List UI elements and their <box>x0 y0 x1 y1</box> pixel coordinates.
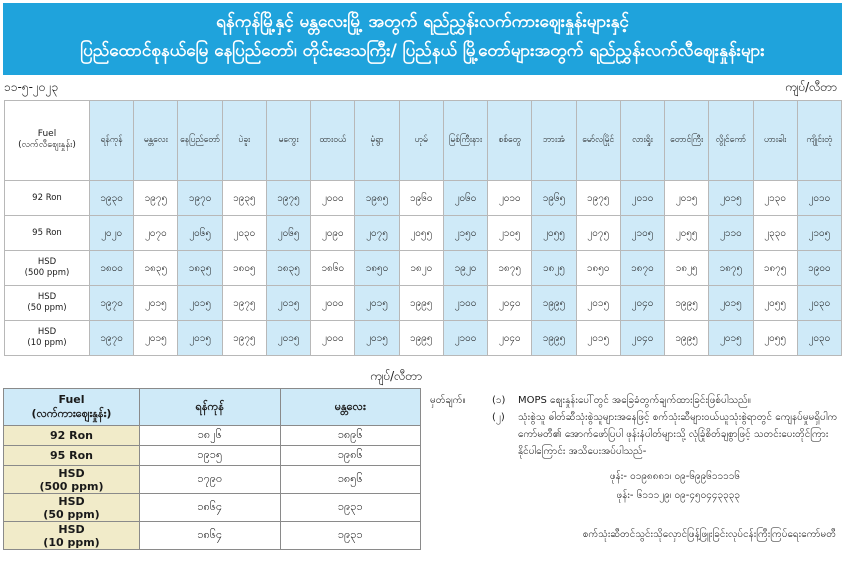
retail-price-cell: ၂၀၄၀ <box>620 321 664 356</box>
wholesale-fuel-cell: 92 Ron <box>4 426 140 446</box>
retail-price-cell: ၁၈၂၀ <box>399 251 443 286</box>
retail-price-cell: ၁၉၇၅ <box>134 181 178 216</box>
retail-price-cell: ၂၁၀၅ <box>488 216 532 251</box>
retail-price-cell: ၁၉၇၅ <box>576 181 620 216</box>
retail-price-cell: ၂၀၇၅ <box>355 216 399 251</box>
retail-price-cell: ၁၉၉၅ <box>399 321 443 356</box>
retail-city-header: ရန်ကုန် <box>90 101 134 181</box>
retail-price-cell: ၁၉၇၀ <box>178 181 222 216</box>
phone-line-1: ဖုန်း- ၀၁၉၈၈၈၁၊ ၀၉-၆၉၉၆၁၁၁၁၆ <box>609 471 740 482</box>
wholesale-fuel-cell: HSD (50 ppm) <box>4 494 140 522</box>
note-1: MOPS ဈေးနှုန်းပေါ်တွင် အခြေခံတွက်ချက်ထားခြင်းဖြစ်ပါသည်။ <box>518 395 751 406</box>
unit-label-wholesale: ကျပ်/လီတာ <box>370 369 423 383</box>
retail-price-cell: ၁၉၂၀ <box>443 251 487 286</box>
retail-price-cell: ၁၉၉၅ <box>665 321 709 356</box>
retail-price-cell: ၂၀၅၅ <box>753 286 797 321</box>
retail-price-cell: ၁၉၇၅ <box>222 321 266 356</box>
retail-city-header: မြစ်ကြီးနား <box>443 101 487 181</box>
wholesale-price-cell: ၁၈၉၆ <box>280 426 421 446</box>
retail-price-cell: ၁၈၇၅ <box>488 251 532 286</box>
retail-price-cell: ၂၀၆၅ <box>178 216 222 251</box>
title-banner <box>3 3 842 75</box>
committee-signature: စက်သုံးဆီတင်သွင်းသိုလှောင်ဖြန့်ဖြူးခြင်းလုပ်ငန်းကြီးကြပ်ရေးကော်မတီ <box>582 529 836 540</box>
retail-price-cell: ၂၀၅၅ <box>532 216 576 251</box>
retail-price-cell: ၁၉၉၅ <box>532 321 576 356</box>
retail-price-cell: ၂၁၃၀ <box>753 181 797 216</box>
retail-city-header: လွိုင်ကော် <box>709 101 753 181</box>
wholesale-price-table <box>3 388 421 550</box>
retail-price-cell: ၂၁၀၀ <box>443 321 487 356</box>
retail-price-cell: ၁၈၃၅ <box>134 251 178 286</box>
wholesale-row <box>4 522 421 550</box>
retail-price-cell: ၁၈၃၅ <box>178 251 222 286</box>
retail-price-cell: ၂၀၁၀ <box>797 181 841 216</box>
retail-price-cell: ၂၀၁၅ <box>576 321 620 356</box>
wholesale-row <box>4 466 421 494</box>
retail-price-cell: ၂၀၄၀ <box>488 321 532 356</box>
retail-price-cell: ၂၀၇၀ <box>134 216 178 251</box>
unit-label-top: ကျပ်/လီတာ <box>784 80 837 94</box>
retail-price-cell: ၁၉၇၅ <box>222 286 266 321</box>
retail-city-header: နေပြည်တော် <box>178 101 222 181</box>
wholesale-fuel-cell: HSD (10 ppm) <box>4 522 140 550</box>
retail-city-header: တောင်ကြီး <box>665 101 709 181</box>
retail-price-cell: ၂၀၁၀ <box>620 181 664 216</box>
retail-price-cell: ၁၈၀၅ <box>222 251 266 286</box>
wholesale-price-cell: ၁၉၁၅ <box>140 446 281 466</box>
retail-price-table <box>4 100 842 356</box>
retail-price-cell: ၁၈၅၀ <box>355 251 399 286</box>
retail-price-cell: ၂၀၁၅ <box>134 321 178 356</box>
retail-price-cell: ၂၀၁၅ <box>709 321 753 356</box>
retail-price-cell: ၁၉၆၀ <box>399 181 443 216</box>
retail-price-cell: ၁၈၅၀ <box>576 251 620 286</box>
retail-price-cell: ၂၀၀၀ <box>311 181 355 216</box>
retail-price-cell: ၁၉၇၅ <box>266 181 310 216</box>
retail-price-cell: ၂၀၄၀ <box>620 286 664 321</box>
retail-city-header: စစ်တွေ <box>488 101 532 181</box>
retail-price-cell: ၁၈၇၅ <box>709 251 753 286</box>
retail-price-cell: ၁၈၆၀ <box>311 251 355 286</box>
wholesale-price-cell: ၁၈၆၄ <box>140 522 281 550</box>
retail-price-cell: ၂၀၁၅ <box>178 286 222 321</box>
retail-row <box>5 321 842 356</box>
wholesale-price-cell: ၁၉၃၁ <box>280 522 421 550</box>
retail-city-header: မန္တလေး <box>134 101 178 181</box>
notes-label: မှတ်ချက်။ <box>430 395 466 406</box>
retail-price-cell: ၂၁၀၅ <box>620 216 664 251</box>
retail-price-cell: ၂၁၀၅ <box>797 216 841 251</box>
retail-city-header: ကျိုင်းတုံ <box>797 101 841 181</box>
note-2-line-2: ကော်မတီ၏ အောက်ဖော်ပြပါ ဖုန်းနံပါတ်များသို့ လုံခြုံစိတ်ချစွာဖြင့် သတင်းပေးတိုင်ကြား <box>518 429 829 440</box>
retail-price-cell: ၂၀၃၀ <box>222 216 266 251</box>
phone-line-2: ဖုန်း- ၆၁၁၁၂၉၊ ၀၉-၄၅၀၄၄၃၃၃၃ <box>616 490 740 501</box>
retail-city-header: မော်လမြိုင် <box>576 101 620 181</box>
retail-price-cell: ၂၀၀၀ <box>311 321 355 356</box>
retail-city-header: ထားဝယ် <box>311 101 355 181</box>
note-number: (၁) <box>492 395 506 406</box>
retail-price-cell: ၂၃၃၀ <box>753 216 797 251</box>
retail-price-cell: ၂၀၁၅ <box>355 286 399 321</box>
retail-city-header: ဟုမ် <box>399 101 443 181</box>
retail-city-header: မုံရွာ <box>355 101 399 181</box>
retail-price-cell: ၂၀၅၅ <box>665 216 709 251</box>
retail-price-cell: ၂၀၆၅ <box>266 216 310 251</box>
retail-fuel-cell: HSD (10 ppm) <box>5 321 90 356</box>
notes-section <box>430 392 840 543</box>
retail-price-cell: ၁၉၇၀ <box>90 286 134 321</box>
retail-price-cell: ၂၀၁၅ <box>709 181 753 216</box>
title-line-2: ပြည်ထောင်စုနယ်မြေ နေပြည်တော်၊ တိုင်းဒေသကြီး/ ပြည်နယ် မြို့တော်များအတွက် ရည်ညွှန်းလက်လီဈေးနှုန်းများ <box>80 41 765 61</box>
wholesale-header-row <box>4 389 421 426</box>
wholesale-row <box>4 494 421 522</box>
retail-city-header: ဟားခါး <box>753 101 797 181</box>
retail-price-cell: ၂၀၁၅ <box>178 321 222 356</box>
wholesale-row <box>4 446 421 466</box>
retail-price-cell: ၂၀၁၅ <box>665 181 709 216</box>
wholesale-fuel-cell: HSD (500 ppm) <box>4 466 140 494</box>
note-2-line-3: နိုင်ပါကြောင်း အသိပေးအပ်ပါသည်- <box>518 446 647 457</box>
retail-price-cell: ၁၈၇၅ <box>753 251 797 286</box>
retail-price-cell: ၁၉၉၅ <box>665 286 709 321</box>
retail-price-cell: ၂၀၃၀ <box>797 286 841 321</box>
retail-price-cell: ၁၉၉၅ <box>399 286 443 321</box>
retail-price-cell: ၂၀၇၅ <box>576 216 620 251</box>
note-number: (၂) <box>492 412 505 423</box>
retail-price-cell: ၁၈၂၅ <box>532 251 576 286</box>
retail-price-cell: ၁၉၈၅ <box>355 181 399 216</box>
date-label: ၁၁-၅-၂၀၂၃ <box>4 80 59 94</box>
retail-price-cell: ၂၀၅၅ <box>399 216 443 251</box>
retail-fuel-cell: HSD (500 ppm) <box>5 251 90 286</box>
wholesale-price-cell: ၁၇၉၀ <box>140 466 281 494</box>
wholesale-city-header: မန္တလေး <box>280 389 421 426</box>
retail-price-cell: ၂၀၁၀ <box>488 181 532 216</box>
retail-price-cell: ၂၀၀၀ <box>311 286 355 321</box>
wholesale-price-cell: ၁၈၅၆ <box>280 466 421 494</box>
retail-fuel-cell: HSD (50 ppm) <box>5 286 90 321</box>
retail-price-cell: ၁၈၇၀ <box>620 251 664 286</box>
retail-price-cell: ၂၀၂၀ <box>90 216 134 251</box>
retail-price-cell: ၁၈၀၀ <box>90 251 134 286</box>
retail-price-cell: ၁၈၃၅ <box>266 251 310 286</box>
wholesale-city-header: ရန်ကုန် <box>140 389 281 426</box>
retail-price-cell: ၂၀၆၀ <box>443 181 487 216</box>
retail-price-cell: ၂၀၃၀ <box>797 321 841 356</box>
wholesale-row <box>4 426 421 446</box>
wholesale-fuel-cell: 95 Ron <box>4 446 140 466</box>
retail-fuel-cell: 95 Ron <box>5 216 90 251</box>
retail-price-cell: ၂၀၄၀ <box>488 286 532 321</box>
retail-price-cell: ၂၀၁၅ <box>134 286 178 321</box>
retail-price-cell: ၂၀၁၅ <box>709 286 753 321</box>
retail-price-cell: ၂၀၁၅ <box>266 286 310 321</box>
retail-fuel-cell: 92 Ron <box>5 181 90 216</box>
retail-row <box>5 181 842 216</box>
retail-city-header: လားရှိုး <box>620 101 664 181</box>
retail-price-cell: ၂၁၀၀ <box>443 286 487 321</box>
retail-price-cell: ၂၀၁၅ <box>355 321 399 356</box>
wholesale-fuel-header: Fuel (လက်ကားဈေးနှုန်း) <box>4 389 140 426</box>
retail-price-cell: ၂၀၉၀ <box>311 216 355 251</box>
retail-city-header: မကွေး <box>266 101 310 181</box>
retail-price-cell: ၂၀၁၅ <box>266 321 310 356</box>
retail-row <box>5 216 842 251</box>
retail-price-cell: ၂၁၅၀ <box>443 216 487 251</box>
retail-city-header: ပဲခူး <box>222 101 266 181</box>
retail-price-cell: ၂၁၁၀ <box>709 216 753 251</box>
retail-price-cell: ၁၈၂၅ <box>665 251 709 286</box>
retail-price-cell: ၁၉၆၅ <box>532 181 576 216</box>
retail-row <box>5 251 842 286</box>
wholesale-price-cell: ၁၉၈၆ <box>280 446 421 466</box>
retail-city-header: ဘားအံ <box>532 101 576 181</box>
wholesale-price-cell: ၁၈၂၆ <box>140 426 281 446</box>
retail-fuel-header: Fuel (လက်လီဈေးနှုန်း) <box>5 101 90 181</box>
retail-price-cell: ၂၀၁၅ <box>576 286 620 321</box>
wholesale-price-cell: ၁၈၆၄ <box>140 494 281 522</box>
retail-price-cell: ၁၉၃၅ <box>222 181 266 216</box>
retail-price-cell: ၁၉၀၀ <box>797 251 841 286</box>
note-2-line-1: သုံးစွဲသူ ဓါတ်ဆီသုံးစွဲသူများအနေဖြင့် စက်သုံးဆီများဝယ်ယူသုံးစွဲရာတွင် ကျေနပ်မှုမရှိပါက <box>518 412 838 423</box>
title-line-1: ရန်ကုန်မြို့နှင့် မန္တလေးမြို့ အတွက် ရည်ညွှန်းလက်ကားဈေးနှုန်းများနှင့် <box>216 12 629 32</box>
retail-price-cell: ၁၉၃၀ <box>90 181 134 216</box>
retail-price-cell: ၁၉၉၅ <box>532 286 576 321</box>
retail-price-cell: ၂၀၅၅ <box>753 321 797 356</box>
wholesale-price-cell: ၁၉၃၁ <box>280 494 421 522</box>
retail-row <box>5 286 842 321</box>
retail-header-row <box>5 101 842 181</box>
retail-price-cell: ၁၉၇၀ <box>90 321 134 356</box>
